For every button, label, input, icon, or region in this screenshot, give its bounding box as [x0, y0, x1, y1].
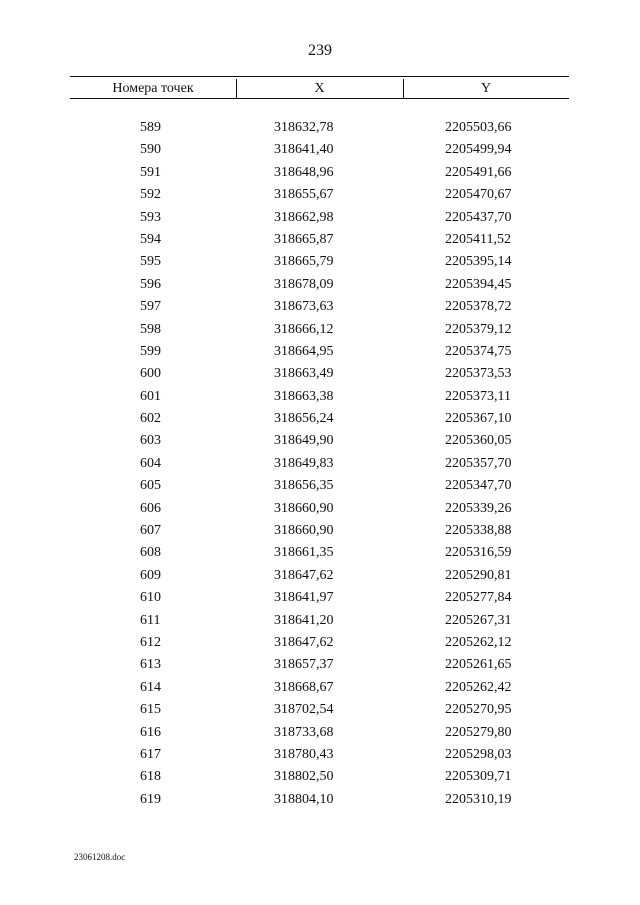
table-row	[70, 207, 569, 229]
point-number-cell: 615	[140, 702, 161, 718]
table-row	[70, 139, 569, 161]
y-cell: 2205277,84	[445, 590, 512, 606]
y-cell: 2205373,53	[445, 366, 512, 382]
x-cell: 318665,87	[274, 231, 334, 247]
y-cell: 2205374,75	[445, 343, 512, 359]
y-cell: 2205499,94	[445, 142, 512, 158]
table-row	[70, 229, 569, 251]
point-number-cell: 600	[140, 366, 161, 382]
table-row	[70, 789, 569, 811]
point-number-cell: 616	[140, 724, 161, 740]
x-cell: 318702,54	[274, 702, 334, 718]
y-cell: 2205262,12	[445, 634, 512, 650]
point-number-cell: 619	[140, 791, 161, 807]
point-number-cell: 601	[140, 388, 161, 404]
y-cell: 2205338,88	[445, 523, 512, 539]
x-cell: 318660,90	[274, 500, 334, 516]
table-row	[70, 274, 569, 296]
x-cell: 318663,38	[274, 388, 334, 404]
x-cell: 318662,98	[274, 209, 334, 225]
x-cell: 318733,68	[274, 724, 334, 740]
x-cell: 318802,50	[274, 769, 334, 785]
y-cell: 2205298,03	[445, 746, 512, 762]
y-cell: 2205360,05	[445, 433, 512, 449]
y-cell: 2205290,81	[445, 567, 512, 583]
point-number-cell: 598	[140, 321, 161, 337]
x-cell: 318660,90	[274, 523, 334, 539]
y-cell: 2205378,72	[445, 299, 512, 315]
point-number-cell: 613	[140, 657, 161, 673]
point-number-cell: 591	[140, 164, 161, 180]
header-bottom-rule	[70, 98, 569, 99]
table-row	[70, 386, 569, 408]
table-row	[70, 520, 569, 542]
point-number-cell: 590	[140, 142, 161, 158]
x-cell: 318665,79	[274, 254, 334, 270]
x-cell: 318673,63	[274, 299, 334, 315]
x-cell: 318649,90	[274, 433, 334, 449]
y-cell: 2205411,52	[445, 231, 511, 247]
table-row	[70, 632, 569, 654]
table-row	[70, 430, 569, 452]
point-number-cell: 605	[140, 478, 161, 494]
x-cell: 318656,35	[274, 478, 334, 494]
point-number-cell: 595	[140, 254, 161, 270]
y-cell: 2205267,31	[445, 612, 512, 628]
header-x: X	[314, 81, 325, 96]
table-row	[70, 408, 569, 430]
point-number-cell: 612	[140, 634, 161, 650]
x-cell: 318663,49	[274, 366, 334, 382]
table-row	[70, 699, 569, 721]
y-cell: 2205379,12	[445, 321, 512, 337]
x-cell: 318664,95	[274, 343, 334, 359]
point-number-cell: 614	[140, 679, 161, 695]
point-number-cell: 606	[140, 500, 161, 516]
y-cell: 2205316,59	[445, 545, 512, 561]
y-cell: 2205357,70	[445, 455, 512, 471]
x-cell: 318668,67	[274, 679, 334, 695]
table-row	[70, 453, 569, 475]
x-cell: 318661,35	[274, 545, 334, 561]
table-row	[70, 184, 569, 206]
x-cell: 318678,09	[274, 276, 334, 292]
y-cell: 2205309,71	[445, 769, 512, 785]
x-cell: 318641,40	[274, 142, 334, 158]
table-body	[70, 117, 569, 811]
y-cell: 2205367,10	[445, 411, 512, 427]
point-number-cell: 611	[140, 612, 161, 628]
table-row	[70, 251, 569, 273]
table-row	[70, 319, 569, 341]
header-point-numbers: Номера точек	[112, 81, 194, 96]
x-cell: 318647,62	[274, 634, 334, 650]
table-header	[70, 76, 569, 98]
table-row	[70, 162, 569, 184]
x-cell: 318656,24	[274, 411, 334, 427]
y-cell: 2205310,19	[445, 791, 512, 807]
x-cell: 318649,83	[274, 455, 334, 471]
point-number-cell: 618	[140, 769, 161, 785]
table-row	[70, 610, 569, 632]
table-row	[70, 498, 569, 520]
y-cell: 2205395,14	[445, 254, 512, 270]
point-number-cell: 592	[140, 187, 161, 203]
page-number: 239	[308, 42, 332, 59]
y-cell: 2205339,26	[445, 500, 512, 516]
table-row	[70, 587, 569, 609]
x-cell: 318648,96	[274, 164, 334, 180]
y-cell: 2205270,95	[445, 702, 512, 718]
point-number-cell: 617	[140, 746, 161, 762]
table-row	[70, 475, 569, 497]
table-row	[70, 341, 569, 363]
y-cell: 2205279,80	[445, 724, 512, 740]
x-cell: 318647,62	[274, 567, 334, 583]
point-number-cell: 602	[140, 411, 161, 427]
y-cell: 2205437,70	[445, 209, 512, 225]
table-row	[70, 766, 569, 788]
y-cell: 2205503,66	[445, 120, 512, 135]
x-cell: 318666,12	[274, 321, 334, 337]
table-row	[70, 677, 569, 699]
point-number-cell: 597	[140, 299, 161, 315]
point-number-cell: 608	[140, 545, 161, 561]
point-number-cell: 603	[140, 433, 161, 449]
table-row	[70, 117, 569, 139]
header-y: Y	[480, 81, 492, 96]
x-cell: 318655,67	[274, 187, 334, 203]
y-cell: 2205394,45	[445, 276, 512, 292]
x-cell: 318632,78	[274, 120, 334, 135]
table-row	[70, 363, 569, 385]
table-row	[70, 565, 569, 587]
table-row	[70, 722, 569, 744]
y-cell: 2205470,67	[445, 187, 512, 203]
header-top-rule	[70, 76, 569, 77]
x-cell: 318780,43	[274, 746, 334, 762]
point-number-cell: 596	[140, 276, 161, 292]
point-number-cell: 607	[140, 523, 161, 539]
point-number-cell: 593	[140, 209, 161, 225]
point-number-cell: 610	[140, 590, 161, 606]
table-row	[70, 296, 569, 318]
y-cell: 2205347,70	[445, 478, 512, 494]
x-cell: 318804,10	[274, 791, 334, 807]
point-number-cell: 604	[140, 455, 161, 471]
x-cell: 318657,37	[274, 657, 334, 673]
y-cell: 2205261,65	[445, 657, 512, 673]
point-number-cell: 594	[140, 231, 161, 247]
y-cell: 2205491,66	[445, 164, 512, 180]
x-cell: 318641,20	[274, 612, 334, 628]
table-row	[70, 744, 569, 766]
table-row	[70, 654, 569, 676]
x-cell: 318641,97	[274, 590, 334, 606]
y-cell: 2205373,11	[445, 388, 511, 404]
table-row	[70, 542, 569, 564]
point-number-cell: 589	[140, 120, 161, 135]
point-number-cell: 609	[140, 567, 161, 583]
point-number-cell: 599	[140, 343, 161, 359]
footer-filename: 23061208.doc	[74, 852, 126, 862]
y-cell: 2205262,42	[445, 679, 512, 695]
